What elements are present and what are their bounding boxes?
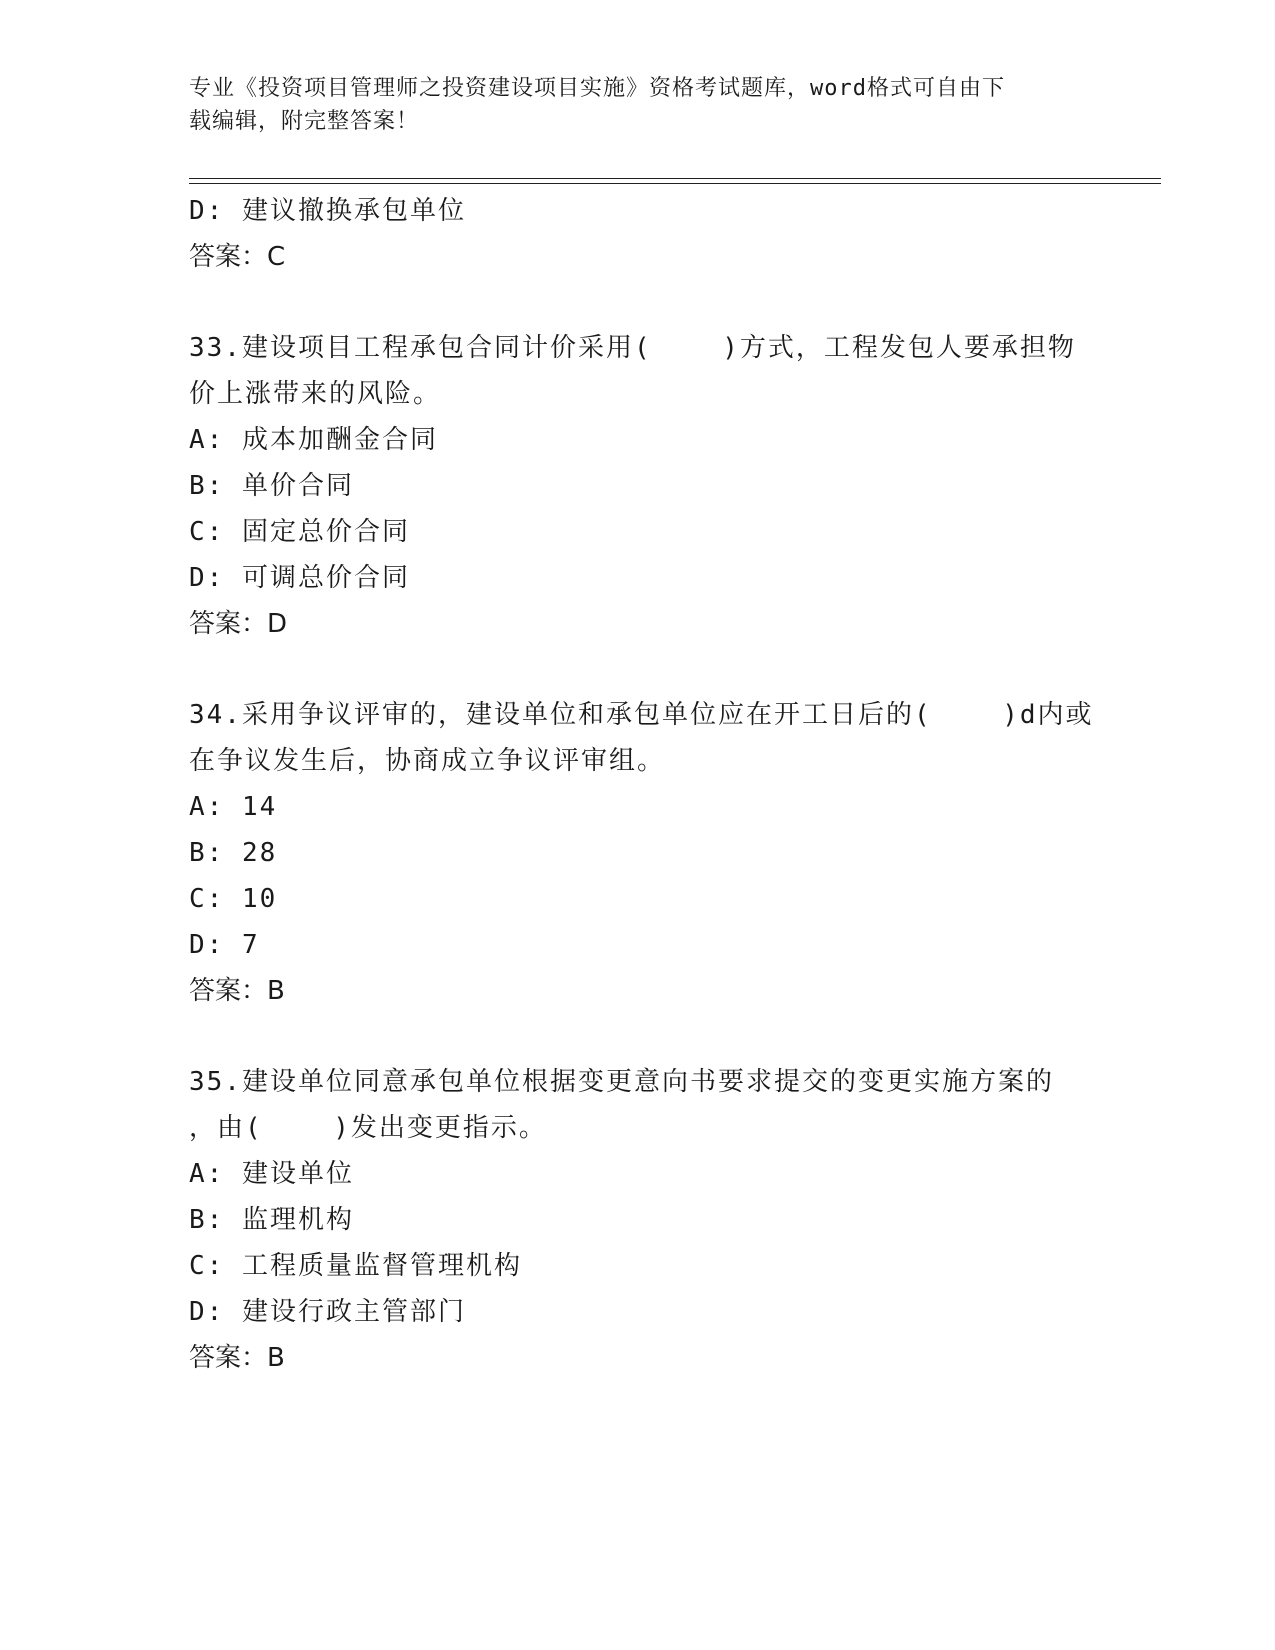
question-34 (189, 692, 1094, 1014)
option-b: B: 单价合同 (189, 471, 354, 501)
option-c: C: 10 (189, 884, 278, 914)
document-header (189, 72, 1089, 138)
answer: 答案：D (189, 609, 288, 639)
option-d: D: 建议撤换承包单位 (189, 196, 466, 226)
header-line-2: 载编辑，附完整答案！ (189, 109, 420, 134)
question-35 (189, 1059, 1089, 1381)
question-stem-line-2: ，由( )发出变更指示。 (189, 1113, 547, 1143)
option-a: A: 建设单位 (189, 1159, 354, 1189)
option-b: B: 28 (189, 838, 278, 868)
question-stem-line-2: 在争议发生后，协商成立争议评审组。 (189, 746, 666, 776)
question-stem-line-1: 34.采用争议评审的，建设单位和承包单位应在开工日后的( )d内或 (189, 700, 1094, 730)
header-divider-top (189, 178, 1161, 179)
option-d: D: 建设行政主管部门 (189, 1297, 466, 1327)
option-c: C: 固定总价合同 (189, 517, 410, 547)
question-stem-line-2: 价上涨带来的风险。 (189, 379, 442, 409)
option-c: C: 工程质量监督管理机构 (189, 1251, 522, 1281)
option-a: A: 14 (189, 792, 278, 822)
question-list (189, 188, 1094, 1381)
option-a: A: 成本加酬金合同 (189, 425, 438, 455)
question-stem-line-1: 33.建设项目工程承包合同计价采用( )方式，工程发包人要承担物 (189, 333, 1076, 363)
option-d: D: 7 (189, 930, 260, 960)
answer: 答案：B (189, 976, 285, 1006)
header-divider-bottom (189, 183, 1161, 184)
option-b: B: 监理机构 (189, 1205, 354, 1235)
header-line-1: 专业《投资项目管理师之投资建设项目实施》资格考试题库，word格式可自由下 (189, 76, 1005, 101)
answer: 答案：B (189, 1343, 285, 1373)
question-33 (189, 325, 1089, 647)
option-d: D: 可调总价合同 (189, 563, 410, 593)
question-32-tail (189, 188, 1089, 280)
question-stem-line-1: 35.建设单位同意承包单位根据变更意向书要求提交的变更实施方案的 (189, 1067, 1054, 1097)
answer: 答案：C (189, 242, 286, 272)
